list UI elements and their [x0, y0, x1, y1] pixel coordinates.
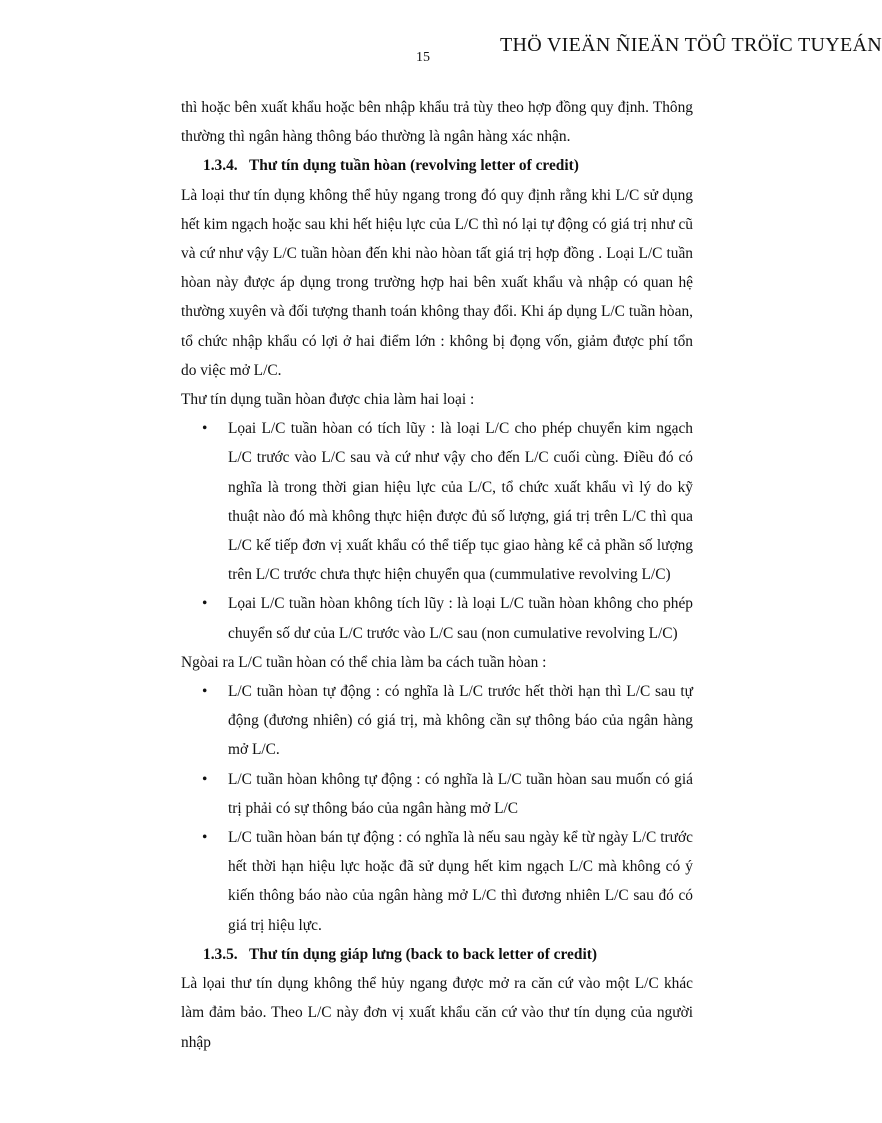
list-item-text: Lọai L/C tuần hòan có tích lũy : là loại L/C cho phép chuyển kim ngạch L/C trước vào L/C sau và cứ như vậy cho đến L/C cuối cùng. Điều đó có nghĩa là trong thời gian hiệu lực của L/C, tổ chức xuất khẩu vì lý do kỹ thuật nào đó mà không thực hiện được đủ số lượng, giá trị trên L/C thì qua L/C kế tiếp đơn vị xuất khẩu có thể tiếp tục giao hàng kể cả phần số lượng trên L/C trước chưa thực hiện chuyển qua (cummulative revolving L/C)	[228, 420, 693, 584]
bullet-icon: •	[202, 770, 208, 788]
revolving-methods-list	[181, 677, 693, 940]
page-number: 15	[416, 50, 430, 65]
section-number: 1.3.4.	[203, 157, 238, 175]
bullet-icon: •	[202, 829, 208, 847]
list-item	[202, 589, 693, 647]
section-title: Thư tín dụng giáp lưng (back to back letter of credit)	[249, 945, 597, 963]
bullet-icon: •	[202, 683, 208, 701]
list-item-text: L/C tuần hòan tự động : có nghĩa là L/C trước hết thời hạn thì L/C sau tự động (đương nhiên) có giá trị, mà không cần sự thông báo của ngân hàng mở L/C.	[228, 683, 693, 759]
section-heading-1-3-5	[181, 940, 693, 969]
paragraph-types-intro: Thư tín dụng tuần hòan được chia làm hai loại :	[181, 391, 475, 409]
paragraph-definition: Là loại thư tín dụng không thể hủy ngang trong đó quy định rằng khi L/C sử dụng hết kim ngạch hoặc sau khi hết hiệu lực của L/C thì nó lại tự động có giá trị như cũ và cứ như vậy L/C tuần hòan đến khi nào hòan tất giá trị hợp đồng . Loại L/C tuần hòan này được áp dụng trong trường hợp hai bên xuất khẩu và nhập có quan hệ thường xuyên và đối tượng thanh toán không thay đổi. Khi áp dụng L/C tuần hòan, tổ chức nhập khẩu có lợi ở hai điểm lớn : không bị đọng vốn, giảm được phí tổn do việc mở L/C.	[181, 186, 693, 379]
list-item	[202, 414, 693, 589]
bullet-icon: •	[202, 595, 208, 613]
paragraph-methods-intro: Ngòai ra L/C tuần hòan có thể chia làm ba cách tuần hòan :	[181, 653, 547, 671]
paragraph-intro: thì hoặc bên xuất khẩu hoặc bên nhập khẩu trả tùy theo hợp đồng quy định. Thông thường thì ngân hàng thông báo thường là ngân hàng xác nhận.	[181, 99, 693, 146]
section-number: 1.3.5.	[203, 945, 238, 963]
section-heading-1-3-4	[181, 151, 693, 180]
section-title: Thư tín dụng tuần hòan (revolving letter of credit)	[249, 157, 579, 175]
document-body	[181, 93, 693, 1057]
list-item	[202, 823, 693, 940]
revolving-types-list	[181, 414, 693, 648]
list-item-text: L/C tuần hòan không tự động : có nghĩa là L/C tuần hòan sau muốn có giá trị phải có sự thông báo của ngân hàng mở L/C	[228, 770, 693, 817]
list-item	[202, 765, 693, 823]
bullet-icon: •	[202, 420, 208, 438]
list-item	[202, 677, 693, 765]
list-item-text: Lọai L/C tuần hòan không tích lũy : là loại L/C tuần hòan không cho phép chuyển số dư của L/C trước vào L/C sau (non cumulative revolving L/C)	[228, 595, 693, 642]
paragraph-back-to-back: Là lọai thư tín dụng không thể hủy ngang được mở ra căn cứ vào một L/C khác làm đảm bảo. Theo L/C này đơn vị xuất khẩu căn cứ vào thư tín dụng của người nhập	[181, 975, 693, 1051]
library-watermark: THÖ VIEÄN ÑIEÄN TÖÛ TRÖÏC TUYEÁN	[500, 34, 882, 56]
list-item-text: L/C tuần hòan bán tự động : có nghĩa là nếu sau ngày kể từ ngày L/C trước hết thời hạn hiệu lực hoặc đã sử dụng hết kim ngạch L/C mà không có ý kiến thông báo nào của ngân hàng mở L/C thì đương nhiên L/C sau đó có giá trị hiệu lực.	[228, 829, 693, 934]
